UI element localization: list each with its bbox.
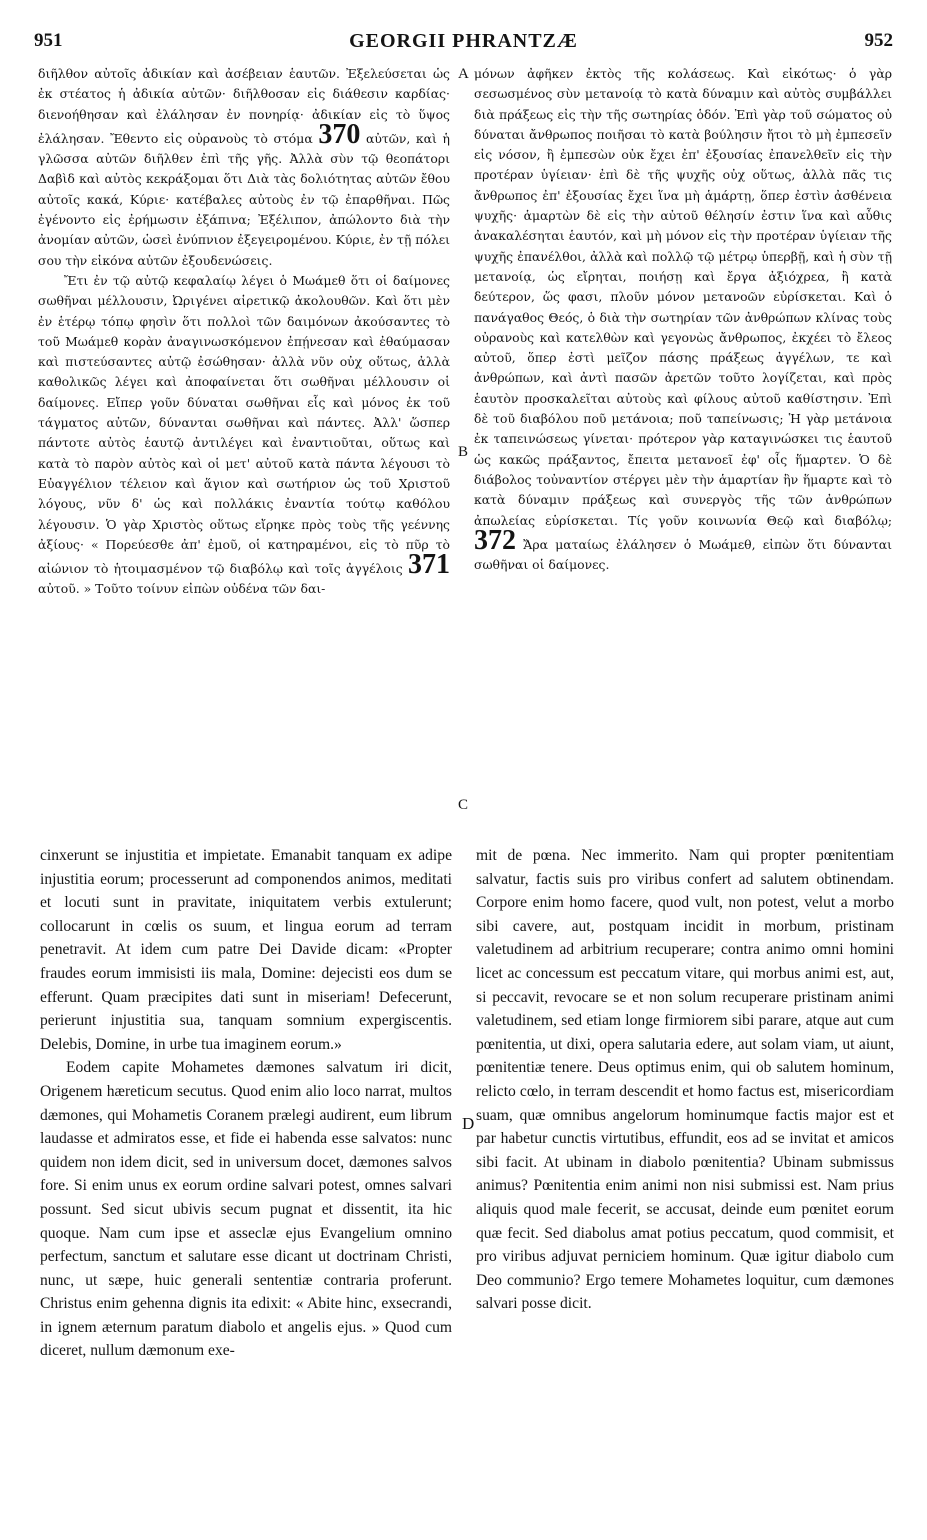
- greek-column-right: [474, 64, 892, 575]
- running-title: GEORGII PHRANTZÆ: [349, 30, 578, 52]
- latin-right-paragraph-1: mit de pœna. Nec immerito. Nam qui propter pœnitentiam salvatur, factis suis pro viribus confert ad salutem obtinendam. Corpore enim homo facere, quod vult, non potest, velut a morbo sibi cavere, aut, postquam incidit in morbum, pristinam valetudinem ad arbitrium recuperare; contra animo omni homini licet ac concessum est peccatum vitare, qui morbus animi est, aut, si peccavit, revocare se et non solum recuperare pristinam animi valetudinem, sed etiam longe firmiorem sibi parare, atque aut cum pœnitentia, ut dixi, opera salutaria edere, aut solam viam, ut aiunt, pœnitentiæ tenere. Deus optimus enim, qui ob salutem hominum, relicto cœlo, in terram descendit et homo factus est, misericordiam suam, quæ omnibus angelorum hominumque factis major est et par habetur cunctis virtutibus, effundit, eos ad se invitat et amicos sibi facit. At ubinam in diabolo pœnitentia? Ubinam submissus animus? Pœnitentia enim animi non nisi submissi est. Nam prius aliquis quod male fecerit, se accusat, deinde eum pœnitet eorum quæ fecit. Sed diabolus amat potius peccatum, quod commisit, et pro viribus adjuvat perniciem hominum. Quæ igitur diabolo cum Deo communio? Ergo temere Mohametes loquitur, cum dæmones salvari posse dicit.: [476, 847, 894, 1313]
- greek-text: μόνων ἀφῆκεν ἐκτὸς τῆς κολάσεως. Καὶ εἰκότως· ὁ γὰρ σεσωσμένος σὺν μετανοίᾳ τὸ κατὰ δύναμιν καὶ αὐτὸς συμβάλλει διὰ πράξεως εἰς τὴν τῆς σωτηρίας ὁδόν. Ἐπὶ γὰρ τοῦ σώματος οὐ δύναται ἄνθρωπος ποιῆσαι τὸ κατὰ βούλησιν ἤτοι τὸ μὴ ἐμπεσεῖν εἰς νόσον, ἢ ἐμπεσὼν οὐκ ἔχει ἐπ' ἐξουσίας ἐπανελθεῖν εἰς τὴν προτέραν ὑγίειαν· ἐπὶ δὲ τῆς ψυχῆς οὐχ οὕτως, ἀλλὰ πᾶς τις ἄνθρωπος ἐπ' ἐξουσίας ἔχει ἵνα μὴ ἁμάρτῃ, ὅπερ ἐστὶν ἀσθένεια ψυχῆς· ἁμαρτὼν δὲ εἰς τὴν αὐτοῦ θέλησίν ἐστιν ἵνα καὶ αὖθις ἀνακαλέσηται ἑαυτόν, καὶ μὴ μόνον εἰς τὴν προτέραν ὑγίειαν τῆς ψυχῆς ἐπανέλθοι, ἀλλὰ καὶ πολλῷ τῷ μέτρῳ ὑπερβῇ, καὶ ἡ σὺν τῇ μετανοίᾳ, ὡς εἴρηται, ποιήσῃ καὶ ἔργα ἀξιόχρεα, ἢ κατὰ δεύτερον, ὥς φασι, πλοῦν μόνον μετανοῶν εὑρίσκεται. Καὶ ὁ πανάγαθος Θεός, ὁ διὰ τὴν σωτηρίαν τῶν ἀνθρώπων κλίνας τοὺς οὐρανοὺς καὶ κατελθὼν καὶ γεγονὼς ἄνθρωπος, ἐκχέει τὸ ἔλεος αὐτοῦ, ὅπερ ἐστὶ μεῖζον πάσης πράξεως ἀγγέλων, τε καὶ ἀνθρώπων, καὶ ἀντὶ πασῶν ἀρετῶν τοῦτο λογίζεται, καὶ πρὸς ἑαυτὸν προσκαλεῖται αὐτοὺς καὶ φίλους αὐτοῦ καθίστησιν. Ἐπὶ δὲ τοῦ διαβόλου ποῦ μετάνοια; ποῦ ταπείνωσις; Ἡ γὰρ μετάνοια ἐκ ταπεινώσεως γίνεται· πρότερον γὰρ καταγινώσκει τις ἑαυτοῦ ὡς κακῶς πράξαντος, ἔπειτα μετανοεῖ ἐφ' οἷς ἥμαρτεν. Ὁ δὲ διάβολος τοὐναντίον στέργει μὲν τὴν ἁμαρτίαν ἣν ἥμαρτε καὶ τὸ κατὰ δύναμιν πράξεως καὶ συνεργὸς τῆς τῶν ἀνθρώπων ἀπωλείας εὑρίσκεται. Τίς γοῦν κοινωνία Θεῷ καὶ διαβόλῳ;: [474, 66, 892, 528]
- marginal-number-372: 372: [474, 524, 516, 556]
- greek-left-paragraph-1: [38, 64, 450, 271]
- greek-text: αὐτῶν, καὶ ἡ γλῶσσα αὐτῶν διῆλθεν ἐπὶ τῆς γῆς. Ἀλλὰ σὺν τῷ θεοπάτορι Δαβὶδ καὶ αὐτὸς κεκράξομαι ὅτι Διὰ τὰς δολιότητας αὐτῶν ἔθου αὐτοῖς κακά, Κύριε· κατέβαλες αὐτοὺς ἐν τῷ ἐπαρθῆναι. Πῶς ἐγένοντο εἰς ἐρήμωσιν ἐξάπινα; Ἐξέλιπον, ἀπώλοντο διὰ τὴν ἀνομίαν αὐτῶν, ὡσεὶ ἐνύπνιον ἐξεγειρομένου. Κύριε, ἐν τῇ πόλει σου τὴν εἰκόνα αὐτῶν ἐξουδενώσεις.: [38, 130, 450, 268]
- page-number-right: 952: [864, 30, 893, 51]
- greek-text: Ἔτι ἐν τῷ αὐτῷ κεφαλαίῳ λέγει ὁ Μωάμεθ ὅτι οἱ δαίμονες σωθῆναι μέλλουσιν, Ὠριγένει αἱρετικῷ ἀκολουθῶν. Καὶ ὅτι μὲν ἐν ἑτέρῳ τόπῳ φησὶν ὅτι πολλοὶ τῶν δαιμόνων ἀκούσαντες τὸ τοῦ Μωάμεθ κορὰν ἀναγινωσκόμενον ἐπῄνεσαν καὶ ἐθαύμασαν καὶ πιστεύσαντες αὐτῷ ἐσώθησαν· ἀλλὰ νῦν οὐχ οὕτως, ἀλλὰ καθολικῶς λέγει καὶ ἀποφαίνεται ὅτι σωθῆναι μέλλουσιν οἱ δαίμονες. Εἴπερ γοῦν δύναται σωθῆναι εἷς καὶ μόνος ἐκ τοῦ τάγματος αὐτῶν, δύνανται σωθῆναι καὶ πάντες. Ἀλλ' ὥσπερ πάντοτε αὐτὸς ἑαυτῷ ἀντιλέγει καὶ ἐναντιοῦται, οὕτως καὶ κατὰ τὸ παρὸν αὐτὸς καὶ οἱ μετ' αὐτοῦ κατὰ πάντα λέγουσι τὸ Εὐαγγέλιον τέλειον καὶ ἅγιον καὶ σωτήριον ὡς τοῦ Χριστοῦ λόγους, νῦν δ' ὡς καὶ πολλάκις ἐναντία τούτῳ καθόλου λέγουσιν. Ὁ γὰρ Χριστὸς οὕτως εἴρηκε πρὸς τοὺς τῆς γεέννης ἀξίους· « Πορεύεσθε ἀπ' ἐμοῦ, οἱ κατηραμένοι, εἰς τὸ πῦρ τὸ αἰώνιον τὸ ἡτοιμασμένον τῷ διαβόλῳ καὶ τοῖς ἀγγέλοις: [38, 272, 450, 577]
- greek-column-left: [38, 64, 450, 600]
- latin-left-paragraph-2: Eodem capite Mohametes dæmones salvatum iri dicit, Origenem hæreticum secutus. Quod enim alio loco narrat, multos dæmones, qui Mohametis Coranem prælegi audirent, eum librum laudasse et admiratos esse, et fide ei habenda esse salvatos: nunc quidem non idem dicit, sed in universum docet, dæmones salvos fore. Si enim unus ex eorum ordine salvari potest, omnes salvari possunt. Sed sicut ubivis secum pugnat et dissentit, ita hic quoque. Nam cum ipse et asseclæ ejus Evangelium omnino perfectum, sanctum et salutare esse dicant ut doctrinam Christi, nunc, ut sæpe, huic generali sententiæ contraria proferunt. Christus enim gehenna dignis ita edixit: « Abite hinc, exsecrandi, in ignem æternum paratum diabolo et angelis ejus. » Quod cum diceret, nullum dæmonum exe-: [40, 1059, 452, 1360]
- latin-column-left: [40, 844, 452, 1363]
- margin-letter-d: D: [462, 1114, 475, 1133]
- marginal-number-371: 371: [407, 549, 450, 581]
- margin-letter-a: A: [458, 66, 469, 82]
- margin-letter-c: C: [458, 797, 469, 813]
- greek-text: Ἄρα ματαίως ἐλάλησεν ὁ Μωάμεθ, εἰπὼν ὅτι δύνανται σωθῆναι οἱ δαίμονες.: [474, 536, 892, 573]
- greek-text: διῆλθον αὐτοῖς ἀδικίαν καὶ ἀσέβειαν ἑαυτῶν. Ἐξελεύσεται ὡς ἐκ στέατος ἡ ἀδικία αὐτῶν· διῆλθοσαν εἰς διάθεσιν καρδίας· διενοήθησαν καὶ ἐλάλησαν ἐν πονηρίᾳ· ἀδικίαν εἰς τὸ ὕψος ἐλάλησαν. Ἔθεντο εἰς οὐρανοὺς τὸ στόμα: [38, 66, 450, 146]
- page-number-left: 951: [34, 30, 63, 51]
- margin-letter-b: B: [458, 444, 469, 460]
- latin-left-paragraph-1: cinxerunt se injustitia et impietate. Emanabit tanquam ex adipe injustitia eorum; processerunt ad componendos animos, meditati et locuti sunt in pravitate, iniquitatem verbis extulerunt; collocarunt in cœlis os suum, et lingua eorum ad terram penetravit. At idem cum patre Dei Davide dicam: «Propter fraudes eorum immisisti iis mala, Domine: dejecisti eos dum se efferunt. Quam præcipites dati sunt in miseriam! Defecerunt, perierunt injustitia sua, tanquam somnium expergiscentis. Delebis, Domine, in urbe tua imaginem eorum.»: [40, 847, 452, 1053]
- marginal-number-370: 370: [318, 118, 361, 150]
- greek-text: αὐτοῦ. » Τοῦτο τοίνυν εἰπὼν οὐδένα τῶν δαι-: [38, 581, 326, 597]
- running-head: [34, 30, 893, 54]
- greek-right-paragraph-1: [474, 64, 892, 575]
- latin-column-right: [476, 844, 894, 1316]
- greek-left-paragraph-2: [38, 271, 450, 600]
